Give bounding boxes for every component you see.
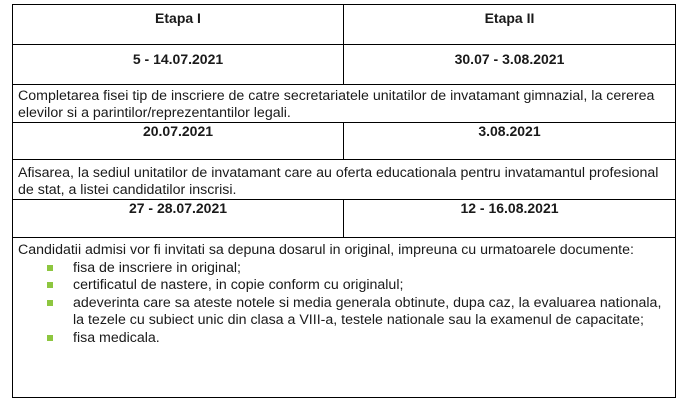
list-item — [73, 277, 669, 295]
document-item-label: fisa de inscriere in original; — [73, 259, 241, 276]
stage1-date: 27 - 28.07.2021 — [13, 200, 344, 238]
stage2-date: 12 - 16.08.2021 — [344, 200, 676, 238]
square-bullet-icon — [47, 282, 53, 288]
square-bullet-icon — [47, 335, 53, 341]
documents-intro: Candidatii admisi vor fi invitati sa depuna dosarul in original, impreuna cu urmatoarele documente: — [18, 242, 634, 258]
list-item — [73, 260, 669, 278]
admission-schedule-table — [12, 4, 676, 398]
square-bullet-icon — [47, 265, 53, 271]
document-list — [18, 260, 669, 348]
stage1-date: 5 - 14.07.2021 — [13, 45, 344, 85]
stage1-header: Etapa I — [13, 5, 344, 45]
header-row — [13, 5, 676, 45]
description-row — [13, 85, 676, 123]
candidate-list-dates-row — [13, 200, 676, 238]
stage2-date: 3.08.2021 — [344, 123, 676, 160]
document-item-label: fisa medicala. — [73, 329, 160, 346]
stage2-header: Etapa II — [344, 5, 676, 45]
documents-row — [13, 238, 676, 398]
list-item — [73, 330, 669, 348]
stage1-date: 20.07.2021 — [13, 123, 344, 160]
documents-cell — [13, 238, 676, 398]
document-item-label: adeverinta care sa ateste notele si media generala obtinute, dupa caz, la evaluarea nationala, la tezele cu subiect unic din clasa a VIII-a, testele nationale sau la examenul de capacitate; — [73, 294, 662, 328]
list-item — [73, 295, 669, 330]
square-bullet-icon — [47, 300, 53, 306]
stage2-date: 30.07 - 3.08.2021 — [344, 45, 676, 85]
registration-dates-row — [13, 45, 676, 85]
document-item-label: certificatul de nastere, in copie conform cu originalul; — [73, 277, 404, 293]
description-row — [13, 160, 676, 200]
candidate-list-description: Afisarea, la sediul unitatilor de invatamant care au oferta educationala pentru invatamantul profesional de stat, a listei candidatilor inscrisi. — [13, 160, 676, 200]
form-completion-description: Completarea fisei tip de inscriere de catre secretariatele unitatilor de invatamant gimnazial, la cererea elevilor si a parintilor/reprezentantilor legali. — [13, 85, 676, 123]
form-completion-dates-row — [13, 123, 676, 160]
